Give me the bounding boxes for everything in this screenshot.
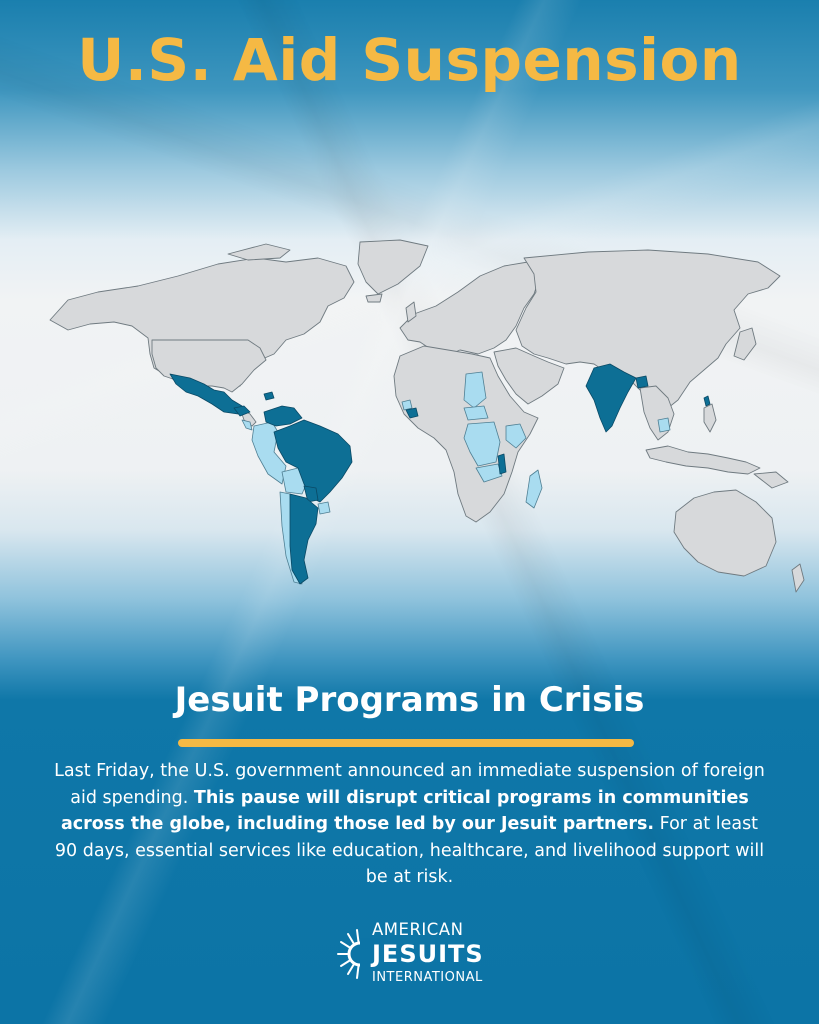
country-taiwan [704,396,710,406]
europe [400,262,540,356]
arctic-islands [228,244,290,260]
country-india [586,364,636,432]
body-lead: Last Friday, the U.S. government announced an immediate suspension of foreign aid spending. [54,761,765,808]
country-argentina [290,494,318,584]
papua [754,472,788,488]
japan [734,328,756,360]
country-haiti [264,392,274,400]
country-bangladesh [636,376,648,388]
world-map [28,236,808,616]
greenland [358,240,428,294]
indonesia [646,446,760,474]
body-bold: This pause will disrupt critical programs in communities across the globe, including those led by our Jesuit partners. [60,787,749,834]
australia [674,490,776,576]
logo-line-jesuits: JESUITS [372,940,484,968]
country-car [464,406,488,420]
body-tail: For at least 90 days, essential services like education, healthcare, and livelihood support will be at risk. [54,814,765,887]
country-sierra-leone [402,400,412,410]
logo-line-american: AMERICAN [372,920,464,939]
country-cambodia [658,418,670,432]
country-madagascar [526,470,542,508]
philippines [704,404,716,432]
usa [152,340,266,392]
iceland [366,294,382,302]
page-title: U.S. Aid Suspension [77,26,742,94]
section-title: Jesuit Programs in Crisis [174,680,645,720]
logo [330,918,500,990]
new-zealand [792,564,804,592]
title-underline [178,739,634,747]
country-uruguay [318,502,330,514]
body-paragraph [50,758,769,891]
logo-line-international: INTERNATIONAL [372,970,483,985]
